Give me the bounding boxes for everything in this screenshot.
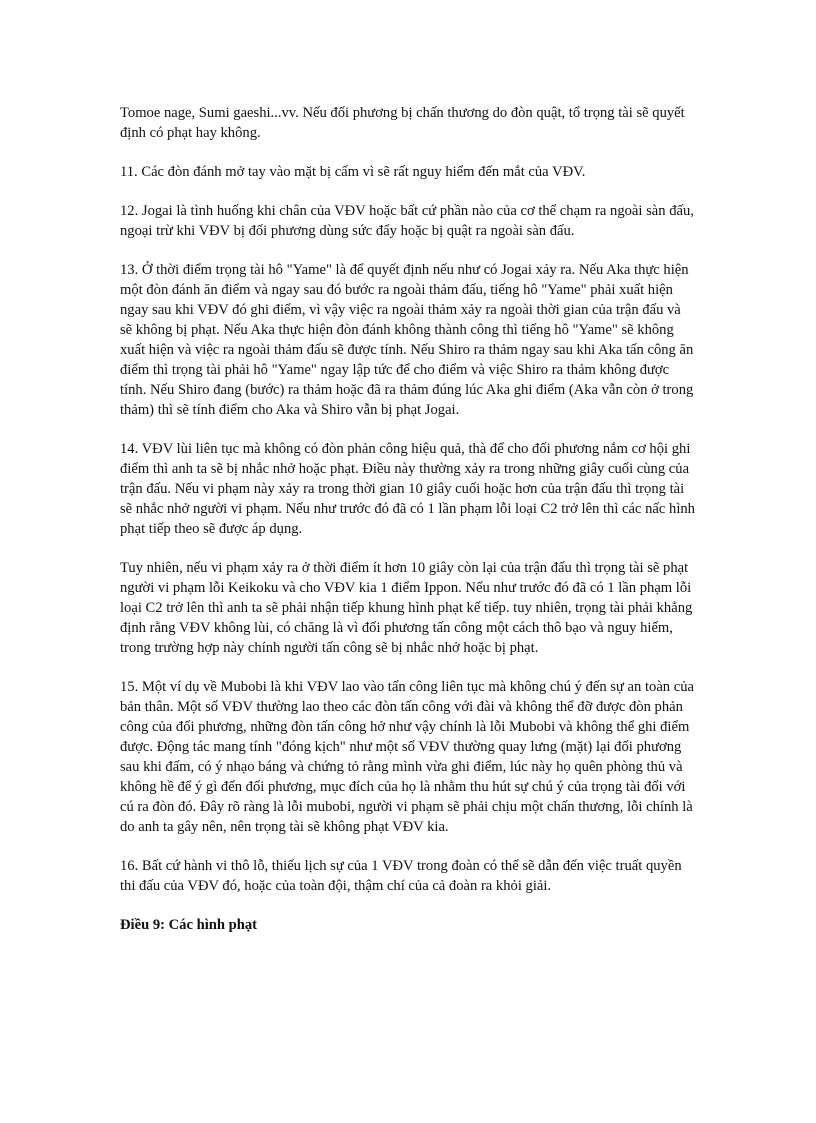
paragraph-rule-15: 15. Một ví dụ về Mubobi là khi VĐV lao vào tấn công liên tục mà không chú ý đến sự an toàn của bản thân. Một số VĐV thường lao theo các đòn tấn công với đài và không thể đỡ được đòn phản công của đối phương, những đòn tấn công hở như vậy chính là lỗi Mubobi và không thể ghi điểm được. Động tác mang tính "đóng kịch" như một số VĐV thường quay lưng (mặt) lại đối phương sau khi đấm, có ý nhạo báng và chứng tỏ rằng mình vừa ghi điểm, lúc này họ quên phòng thủ và không hề để ý gì đến đối phương, mục đích của họ là nhằm thu hút sự chú ý của trọng tài đối với cú ra đòn đó. Đây rõ ràng là lỗi mubobi, người vi phạm sẽ phải chịu một chấn thương, lỗi chính là do anh ta gây nên, nên trọng tài sẽ không phạt VĐV kia. <box>120 679 694 835</box>
paragraph-continuation: Tomoe nage, Sumi gaeshi...vv. Nếu đối phương bị chấn thương do đòn quật, tổ trọng tài sẽ quyết định có phạt hay không. <box>120 105 685 141</box>
paragraph-rule-14-continued: Tuy nhiên, nếu vi phạm xảy ra ở thời điểm ít hơn 10 giây còn lại của trận đấu thì trọng tài sẽ phạt người vi phạm lỗi Keikoku và cho VĐV kia 1 điểm Ippon. Nếu như trước đó đã có 1 lần phạm lỗi loại C2 trở lên thì anh ta sẽ phải nhận tiếp khung hình phạt kế tiếp. tuy nhiên, trọng tài phải khẳng định rằng VĐV không lùi, có chăng là vì đối phương tấn công một cách thô bạo và nguy hiểm, trong trường hợp này chính người tấn công sẽ bị nhắc nhở hoặc bị phạt. <box>120 560 693 656</box>
paragraph-rule-16: 16. Bất cứ hành vi thô lỗ, thiếu lịch sự của 1 VĐV trong đoàn có thể sẽ dẫn đến việc truất quyền thi đấu của VĐV đó, hoặc của toàn đội, thậm chí của cả đoàn ra khỏi giải. <box>120 858 682 894</box>
paragraph-rule-13: 13. Ở thời điểm trọng tài hô "Yame" là để quyết định nếu như có Jogai xảy ra. Nếu Aka thực hiện một đòn đánh ăn điểm và ngay sau đó bước ra ngoài thảm đấu, tiếng hô "Yame" phải xuất hiện ngay sau khi VĐV đó ghi điểm, vì vậy việc ra ngoài thảm xảy ra ngoài thời gian của trận đấu và sẽ không bị phạt. Nếu Aka thực hiện đòn đánh không thành công thì tiếng hô "Yame" sẽ không xuất hiện và việc ra ngoài thảm đấu sẽ được tính. Nếu Shiro ra thảm ngay sau khi Aka tấn công ăn điểm thì trọng tài phải hô "Yame" ngay lập tức để cho điểm và việc Shiro ra thảm không được tính. Nếu Shiro đang (bước) ra thảm hoặc đã ra thảm đúng lúc Aka ghi điểm (Aka vẫn còn ở trong thảm) thì sẽ tính điểm cho Aka và Shiro vẫn bị phạt Jogai. <box>120 262 694 418</box>
document-page <box>120 103 696 935</box>
paragraph-rule-11: 11. Các đòn đánh mở tay vào mặt bị cấm vì sẽ rất nguy hiểm đến mắt của VĐV. <box>120 164 586 180</box>
paragraph-rule-12: 12. Jogai là tình huống khi chân của VĐV hoặc bất cứ phần nào của cơ thể chạm ra ngoài sàn đấu, ngoại trừ khi VĐV bị đối phương dùng sức đẩy hoặc bị quật ra ngoài sàn đấu. <box>120 203 694 239</box>
section-heading: Điều 9: Các hình phạt <box>120 917 258 933</box>
paragraph-rule-14: 14. VĐV lùi liên tục mà không có đòn phản công hiệu quả, thà để cho đối phương nắm cơ hội ghi điểm thì anh ta sẽ bị nhắc nhở hoặc phạt. Điều này thường xảy ra trong những giây cuối cùng của trận đấu. Nếu vi phạm này xảy ra trong thời gian 10 giây cuối hoặc hơn của trận đấu thì trọng tài sẽ nhắc nhở người vi phạm. Nếu như trước đó đã có 1 lần phạm lỗi loại C2 trở lên thì các nấc hình phạt tiếp theo sẽ được áp dụng. <box>120 441 695 537</box>
